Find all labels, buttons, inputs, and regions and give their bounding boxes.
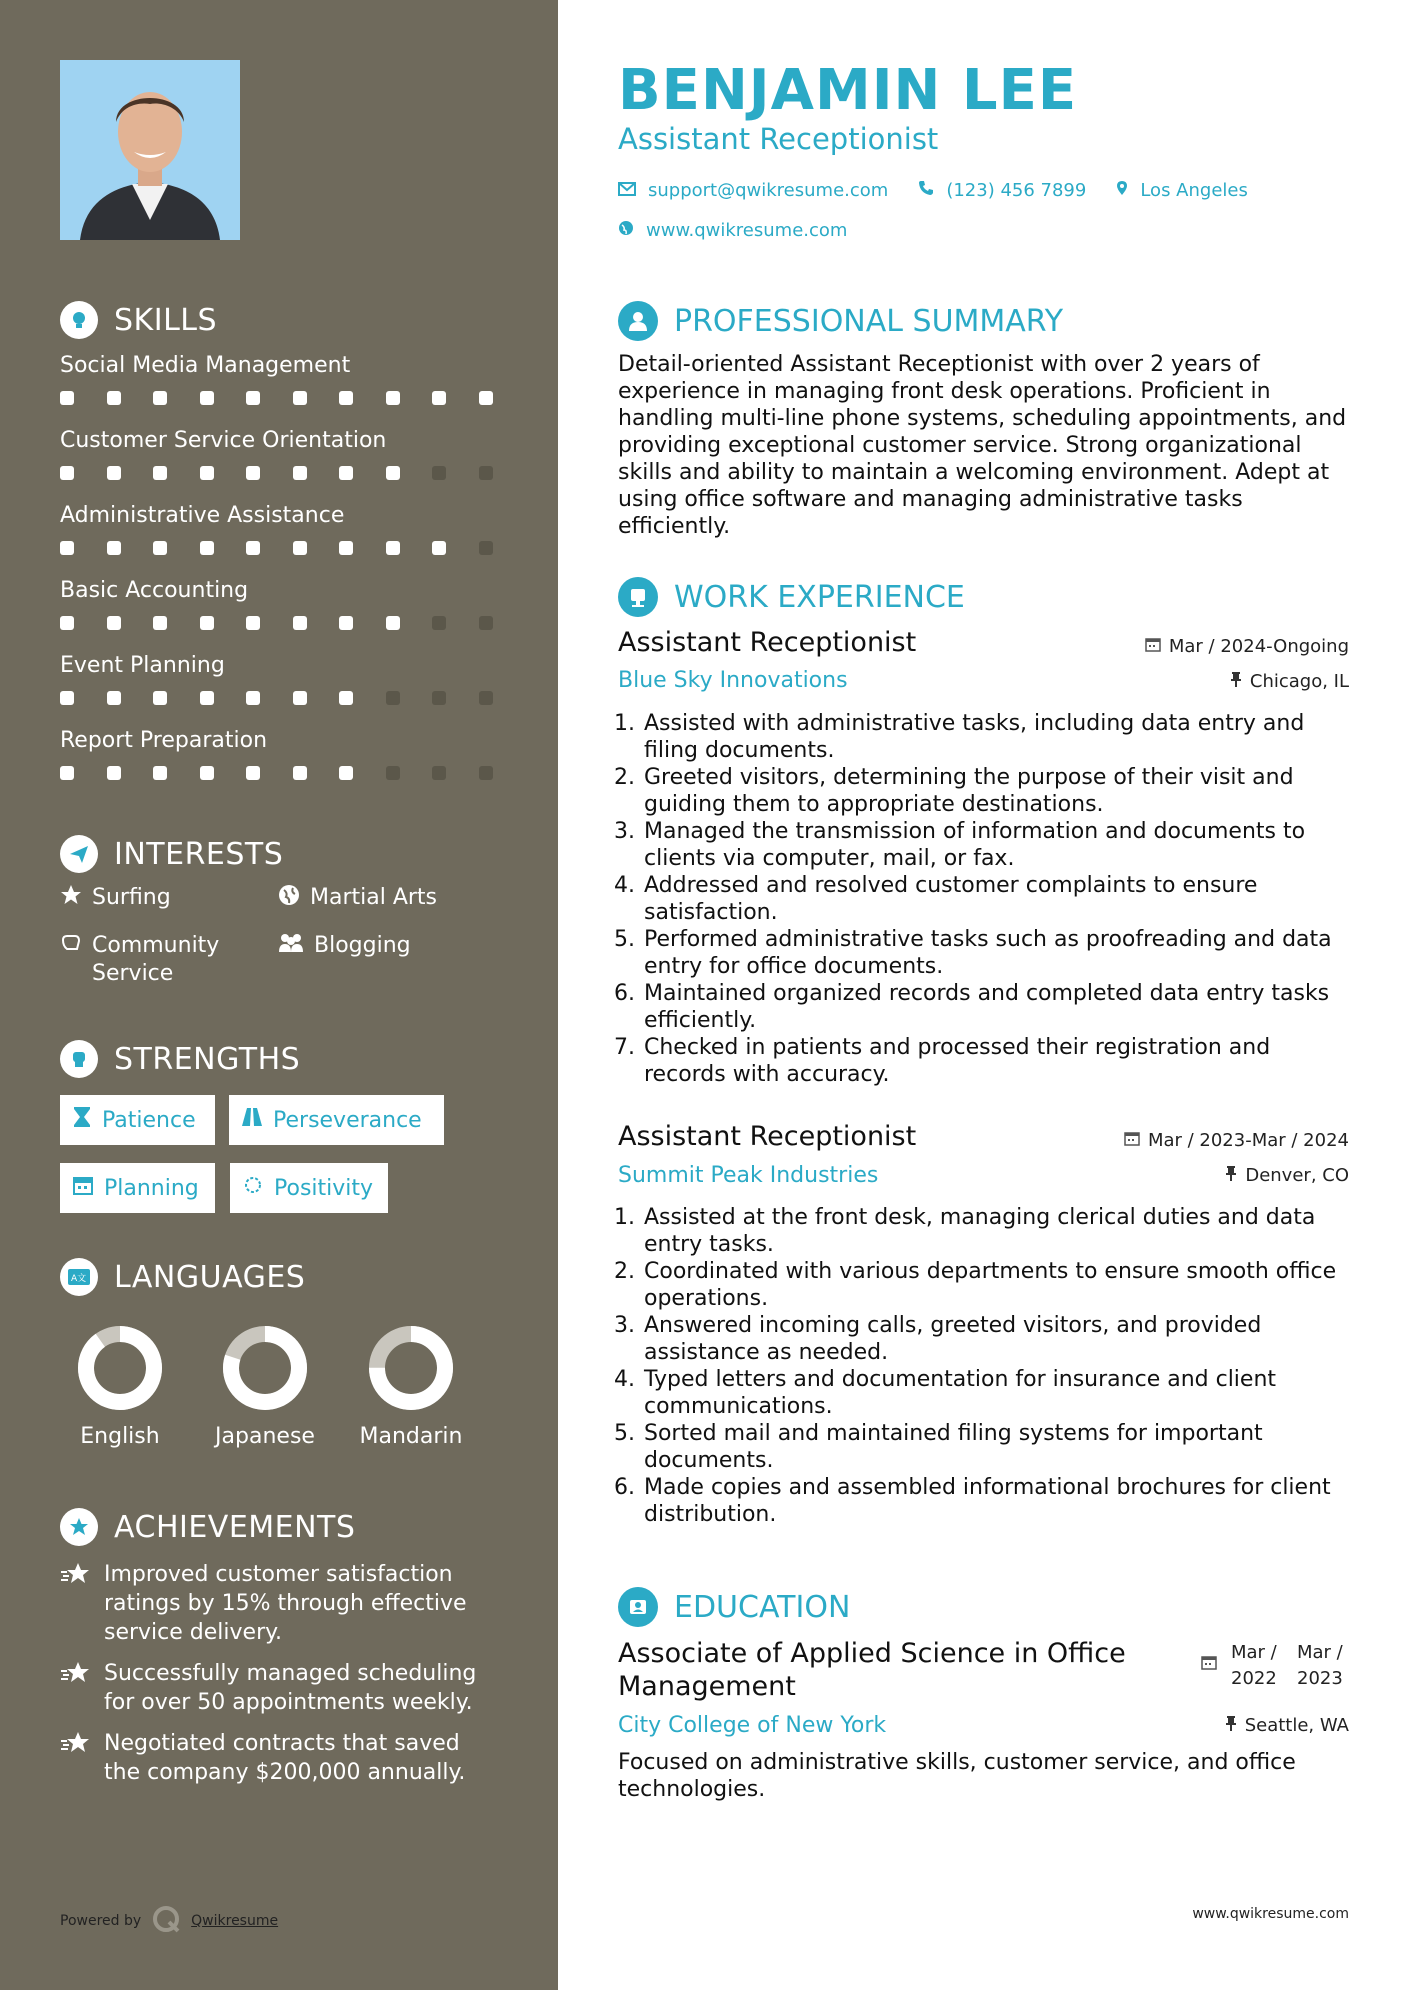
rating-dot-filled: [386, 391, 400, 405]
job-dates: [1145, 636, 1349, 657]
education-location-text: Seattle, WA: [1244, 1715, 1349, 1736]
language-donut: [195, 1320, 335, 1420]
skill-rating: [60, 541, 525, 555]
strength-label: Planning: [104, 1175, 199, 1201]
summary-header: [618, 301, 1063, 341]
rating-dot-filled: [246, 466, 260, 480]
rating-dot-empty: [479, 766, 493, 780]
language-name: Japanese: [215, 1424, 315, 1449]
strength-chip: [230, 1163, 388, 1213]
pushpin-icon: [1230, 671, 1242, 692]
experience-header: [618, 577, 965, 617]
interest-item: [278, 884, 498, 914]
rating-dot-filled: [60, 691, 74, 705]
job-bullet: 6. Made copies and assembled informational brochures for client distribution.: [642, 1474, 1358, 1528]
rating-dot-filled: [107, 466, 121, 480]
rating-dot-filled: [153, 466, 167, 480]
job-title: Assistant Receptionist: [618, 627, 917, 658]
skill-name: Administrative Assistance: [60, 503, 345, 528]
skill-name: Event Planning: [60, 653, 225, 678]
job-bullets: [618, 1204, 1358, 1528]
star-icon: [60, 884, 82, 914]
svg-text:A文: A文: [71, 1274, 87, 1284]
rating-dot-filled: [339, 616, 353, 630]
education-title: EDUCATION: [674, 1589, 851, 1625]
company-name: Blue Sky Innovations: [618, 668, 848, 693]
skills-title: SKILLS: [114, 302, 218, 338]
rating-dot-empty: [386, 691, 400, 705]
fist-icon: [60, 1040, 98, 1078]
interest-label: Surfing: [92, 885, 171, 910]
phone-icon: [918, 180, 934, 201]
rating-dot-empty: [479, 541, 493, 555]
job-bullet: 1. Assisted with administrative tasks, including data entry and filing documents.: [642, 710, 1358, 764]
rating-dot-filled: [200, 466, 214, 480]
language-item: [195, 1320, 335, 1449]
language-donut: [50, 1320, 190, 1420]
qwikresume-link[interactable]: Qwikresume: [191, 1913, 279, 1929]
sidebar: [0, 0, 558, 1990]
language-icon: [60, 1258, 98, 1296]
lightbulb-icon: [60, 301, 98, 339]
job-dates-text: Mar / 2024-Ongoing: [1168, 636, 1349, 657]
experience-title: WORK EXPERIENCE: [674, 579, 965, 615]
rating-dot-filled: [386, 466, 400, 480]
achievement-text: Successfully managed scheduling for over 50 appointments weekly.: [104, 1661, 477, 1715]
rating-dot-filled: [60, 466, 74, 480]
skill-rating: [60, 616, 525, 630]
star-award-icon: [60, 1659, 92, 1695]
job-bullet: 6. Maintained organized records and completed data entry tasks efficiently.: [642, 980, 1358, 1034]
job-bullet: 4. Addressed and resolved customer complaints to ensure satisfaction.: [642, 872, 1358, 926]
donut-fill: [86, 1334, 154, 1402]
language-name: English: [80, 1424, 160, 1449]
job-bullets: [618, 710, 1358, 1088]
job-title: Assistant Receptionist: [618, 1121, 917, 1152]
candidate-role: Assistant Receptionist: [618, 122, 939, 156]
strengths-title: STRENGTHS: [114, 1041, 301, 1077]
candidate-name: BENJAMIN LEE: [618, 58, 1078, 123]
languages-header: [60, 1258, 305, 1296]
rating-dot-filled: [479, 391, 493, 405]
contact-row: [618, 180, 1248, 201]
rating-dot-filled: [200, 541, 214, 555]
main-column: [558, 0, 1407, 1990]
rating-dot-filled: [107, 616, 121, 630]
achievement-item: [60, 1659, 500, 1717]
job-bullet: 3. Answered incoming calls, greeted visitors, and provided assistance as needed.: [642, 1312, 1358, 1366]
pushpin-icon: [1225, 1715, 1237, 1736]
skill-name: Basic Accounting: [60, 578, 249, 603]
summary-text: Detail-oriented Assistant Receptionist with over 2 years of experience in managing front desk operations. Proficient in handling multi-line phone systems, scheduling appointments, and providing exceptional customer service. Strong organizational skills and ability to maintain a welcoming environment. Adept at using office software and managing administrative tasks efficiently.: [618, 352, 1347, 539]
rating-dot-filled: [246, 616, 260, 630]
job-bullet: 7. Checked in patients and processed their registration and records with accuracy.: [642, 1034, 1358, 1088]
rating-dot-filled: [153, 691, 167, 705]
calendar-icon: [1145, 636, 1161, 657]
rating-dot-filled: [432, 391, 446, 405]
rating-dot-empty: [386, 766, 400, 780]
qwikresume-logo-icon: [151, 1904, 181, 1938]
location-pin-icon: [1116, 180, 1128, 201]
rating-dot-filled: [293, 466, 307, 480]
job-bullet: 5. Sorted mail and maintained filing systems for important documents.: [642, 1420, 1358, 1474]
rating-dot-filled: [246, 691, 260, 705]
rating-dot-filled: [60, 541, 74, 555]
company-name: Summit Peak Industries: [618, 1163, 879, 1188]
rating-dot-filled: [60, 766, 74, 780]
rating-dot-filled: [200, 616, 214, 630]
rating-dot-filled: [153, 391, 167, 405]
languages-title: LANGUAGES: [114, 1259, 306, 1295]
hand-icon: [60, 932, 82, 962]
rating-dot-filled: [60, 616, 74, 630]
interest-item: [60, 884, 260, 914]
rating-dot-filled: [153, 616, 167, 630]
skill-name: Report Preparation: [60, 728, 268, 753]
rating-dot-filled: [339, 391, 353, 405]
rating-dot-filled: [386, 616, 400, 630]
education-start: Mar / 2022: [1231, 1642, 1277, 1689]
education-location: [1225, 1715, 1349, 1736]
job-bullet: 4. Typed letters and documentation for insurance and client communications.: [642, 1366, 1358, 1420]
briefcase-icon: [618, 577, 658, 617]
skill-rating: [60, 691, 525, 705]
job-location-text: Chicago, IL: [1249, 671, 1349, 692]
skill-rating: [60, 766, 525, 780]
rating-dot-empty: [432, 616, 446, 630]
rating-dot-filled: [293, 541, 307, 555]
website-link[interactable]: www.qwikresume.com: [646, 220, 848, 241]
star-award-icon: [60, 1729, 92, 1765]
rating-dot-filled: [293, 616, 307, 630]
powered-by: [60, 1904, 278, 1938]
rating-dot-filled: [432, 541, 446, 555]
group-icon: [278, 932, 304, 962]
job-bullet: 2. Greeted visitors, determining the purpose of their visit and guiding them to appropriate destinations.: [642, 764, 1358, 818]
globe-icon: [618, 220, 634, 241]
rating-dot-empty: [432, 766, 446, 780]
rating-dot-filled: [200, 691, 214, 705]
job-bullet-list: [618, 1204, 1358, 1528]
language-donut: [341, 1320, 481, 1420]
interests-title: INTERESTS: [114, 836, 284, 872]
rating-dot-filled: [107, 691, 121, 705]
rating-dot-empty: [479, 466, 493, 480]
hourglass-icon: [72, 1106, 92, 1134]
user-icon: [618, 301, 658, 341]
rating-dot-filled: [339, 766, 353, 780]
summary-title: PROFESSIONAL SUMMARY: [674, 303, 1064, 339]
skill-rating: [60, 466, 525, 480]
rating-dot-filled: [200, 391, 214, 405]
road-icon: [241, 1107, 263, 1133]
globe-icon: [278, 884, 300, 914]
language-item: [50, 1320, 190, 1449]
rating-dot-filled: [153, 766, 167, 780]
skill-rating: [60, 391, 525, 405]
rating-dot-filled: [60, 391, 74, 405]
strength-chip: [60, 1095, 215, 1145]
strength-chip: [229, 1095, 444, 1145]
rating-dot-filled: [339, 541, 353, 555]
job-dates: [1124, 1130, 1349, 1151]
rating-dot-filled: [153, 541, 167, 555]
job-dates-text: Mar / 2023-Mar / 2024: [1147, 1130, 1349, 1151]
interest-label: Blogging: [314, 933, 411, 958]
rating-dot-empty: [479, 691, 493, 705]
strength-label: Perseverance: [273, 1107, 422, 1133]
star-award-icon: [60, 1560, 92, 1596]
interests-header: [60, 835, 283, 873]
job-location: [1225, 1165, 1349, 1186]
rating-dot-filled: [200, 766, 214, 780]
rating-dot-filled: [107, 391, 121, 405]
language-item: [341, 1320, 481, 1449]
job-bullet-list: [618, 710, 1358, 1088]
rating-dot-empty: [432, 466, 446, 480]
strength-chip: [60, 1163, 215, 1213]
calendar-icon: [1201, 1654, 1217, 1675]
email-link[interactable]: support@qwikresume.com: [648, 180, 889, 201]
rating-dot-empty: [432, 691, 446, 705]
calendar-icon: [72, 1174, 94, 1202]
rating-dot-filled: [339, 691, 353, 705]
trophy-icon: [60, 1508, 98, 1546]
calendar-icon: [1124, 1130, 1140, 1151]
interest-label: Community Service: [92, 933, 220, 986]
sun-icon: [242, 1174, 264, 1202]
achievements-header: [60, 1508, 355, 1546]
rating-dot-filled: [246, 766, 260, 780]
skill-name: Social Media Management: [60, 353, 351, 378]
achievements-title: ACHIEVEMENTS: [114, 1509, 356, 1545]
paper-plane-icon: [60, 835, 98, 873]
location-text: Los Angeles: [1140, 180, 1248, 201]
interest-item: [60, 932, 260, 988]
phone-number: (123) 456 7899: [946, 180, 1087, 201]
rating-dot-filled: [339, 466, 353, 480]
education-dates: [1201, 1640, 1349, 1692]
rating-dot-filled: [107, 541, 121, 555]
rating-dot-filled: [246, 391, 260, 405]
job-bullet: 2. Coordinated with various departments to ensure smooth office operations.: [642, 1258, 1358, 1312]
language-name: Mandarin: [359, 1424, 463, 1449]
achievement-item: [60, 1729, 500, 1787]
website-row: [618, 220, 847, 241]
footer-site: www.qwikresume.com: [1192, 1906, 1349, 1922]
achievement-item: [60, 1560, 500, 1647]
degree-title: Associate of Applied Science in Office Management: [618, 1638, 1126, 1702]
rating-dot-filled: [107, 766, 121, 780]
pushpin-icon: [1225, 1165, 1237, 1186]
job-bullet: 5. Performed administrative tasks such as proofreading and data entry for office documents.: [642, 926, 1358, 980]
education-header: [618, 1587, 850, 1627]
job-location-text: Denver, CO: [1245, 1165, 1349, 1186]
interest-label: Martial Arts: [310, 885, 438, 910]
education-end: Mar / 2023: [1297, 1642, 1343, 1689]
rating-dot-filled: [386, 541, 400, 555]
job-bullet: 1. Assisted at the front desk, managing clerical duties and data entry tasks.: [642, 1204, 1358, 1258]
skill-name: Customer Service Orientation: [60, 428, 387, 453]
job-bullet: 3. Managed the transmission of information and documents to clients via computer, mail, or fax.: [642, 818, 1358, 872]
rating-dot-empty: [479, 616, 493, 630]
achievement-text: Negotiated contracts that saved the company $200,000 annually.: [104, 1731, 466, 1785]
strength-label: Patience: [102, 1107, 196, 1133]
rating-dot-filled: [293, 691, 307, 705]
graduation-icon: [618, 1587, 658, 1627]
rating-dot-filled: [293, 391, 307, 405]
envelope-icon: [618, 180, 636, 201]
powered-by-label: Powered by: [60, 1913, 142, 1929]
achievement-text: Improved customer satisfaction ratings by 15% through effective service delivery.: [104, 1562, 467, 1645]
profile-photo: [60, 60, 240, 240]
rating-dot-filled: [293, 766, 307, 780]
strength-label: Positivity: [274, 1175, 374, 1201]
interest-item: [278, 932, 498, 962]
job-location: [1230, 671, 1349, 692]
skills-header: [60, 301, 217, 339]
rating-dot-filled: [246, 541, 260, 555]
school-name: City College of New York: [618, 1713, 887, 1738]
education-text: Focused on administrative skills, customer service, and office technologies.: [618, 1750, 1296, 1802]
strengths-header: [60, 1040, 300, 1078]
